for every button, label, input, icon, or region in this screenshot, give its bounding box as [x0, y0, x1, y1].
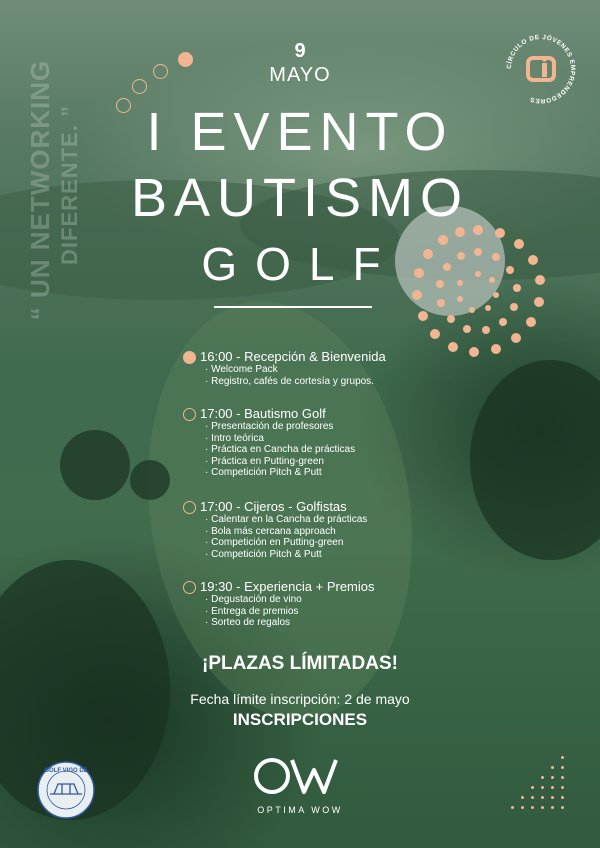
background-tree: [60, 430, 130, 500]
decor-ring: [132, 79, 147, 94]
schedule-item: · Intro teórica: [205, 432, 264, 444]
schedule-heading: 17:00 - Cijeros - Golfistas: [200, 499, 347, 514]
limited-places-notice: ¡PLAZAS LÍMITADAS!: [202, 653, 398, 674]
title-line-2: BAUTISMO: [130, 168, 470, 228]
schedule-heading: 17:00 - Bautismo Golf: [200, 406, 326, 421]
schedule-item: · Competición en Putting-green: [205, 537, 344, 549]
event-day: 9: [294, 40, 306, 62]
schedule-bullet: [183, 351, 196, 364]
schedule-heading: 19:30 - Experiencia + Premios: [200, 579, 375, 594]
decor-dot: [178, 52, 193, 67]
title-line-1: I EVENTO: [146, 102, 454, 162]
schedule-item: · Competición Pitch & Putt: [205, 548, 322, 560]
schedule-item: · Registro, cafés de cortesía y grupos.: [205, 375, 374, 387]
schedule-item: · Entrega de premios: [205, 605, 299, 617]
schedule-item: · Welcome Pack: [205, 364, 278, 375]
schedule-item: · Sorteo de regalos: [205, 617, 291, 629]
schedule-bullet: [183, 501, 196, 514]
sponsor-name: OPTIMA WOW: [257, 805, 343, 815]
schedule-bullet: [183, 408, 196, 421]
schedule-item: · Bola más cercana approach: [205, 525, 336, 537]
title-divider: [214, 306, 372, 308]
background-tree: [130, 460, 170, 500]
schedule-item: · Presentación de profesores: [205, 421, 334, 432]
title-line-3: GOLF: [201, 238, 399, 290]
schedule-item: · Calentar en la Cancha de prácticas: [205, 514, 368, 525]
registration-label[interactable]: INSCRIPCIONES: [232, 710, 368, 729]
organizer-logo: [502, 30, 580, 108]
schedule-item: · Degustación de vino: [205, 594, 302, 605]
event-month: MAYO: [269, 64, 331, 86]
logo-ring-text: CÍRCULO DE JÓVENES EMPRENDEDORES: [505, 33, 577, 105]
optima-wow-logo-icon: [252, 756, 348, 796]
golf-seal-text: GOLF VIGO DE: [44, 768, 88, 774]
tagline-vertical-2: DIFERENTE. ”: [57, 105, 82, 265]
schedule-heading: 16:00 - Recepción & Bienvenida: [200, 349, 386, 364]
schedule-item: · Práctica en Putting-green: [205, 455, 324, 467]
schedule-item: · Competición Pitch & Putt: [205, 467, 322, 479]
schedule-item: · Práctica en Cancha de prácticas: [205, 444, 356, 456]
decor-ring: [153, 64, 168, 79]
background-tree: [470, 360, 600, 560]
tagline-vertical-1: “ UN NETWORKING: [25, 59, 55, 321]
registration-deadline: Fecha límite inscripción: 2 de mayo: [190, 691, 410, 707]
schedule-bullet: [183, 581, 196, 594]
